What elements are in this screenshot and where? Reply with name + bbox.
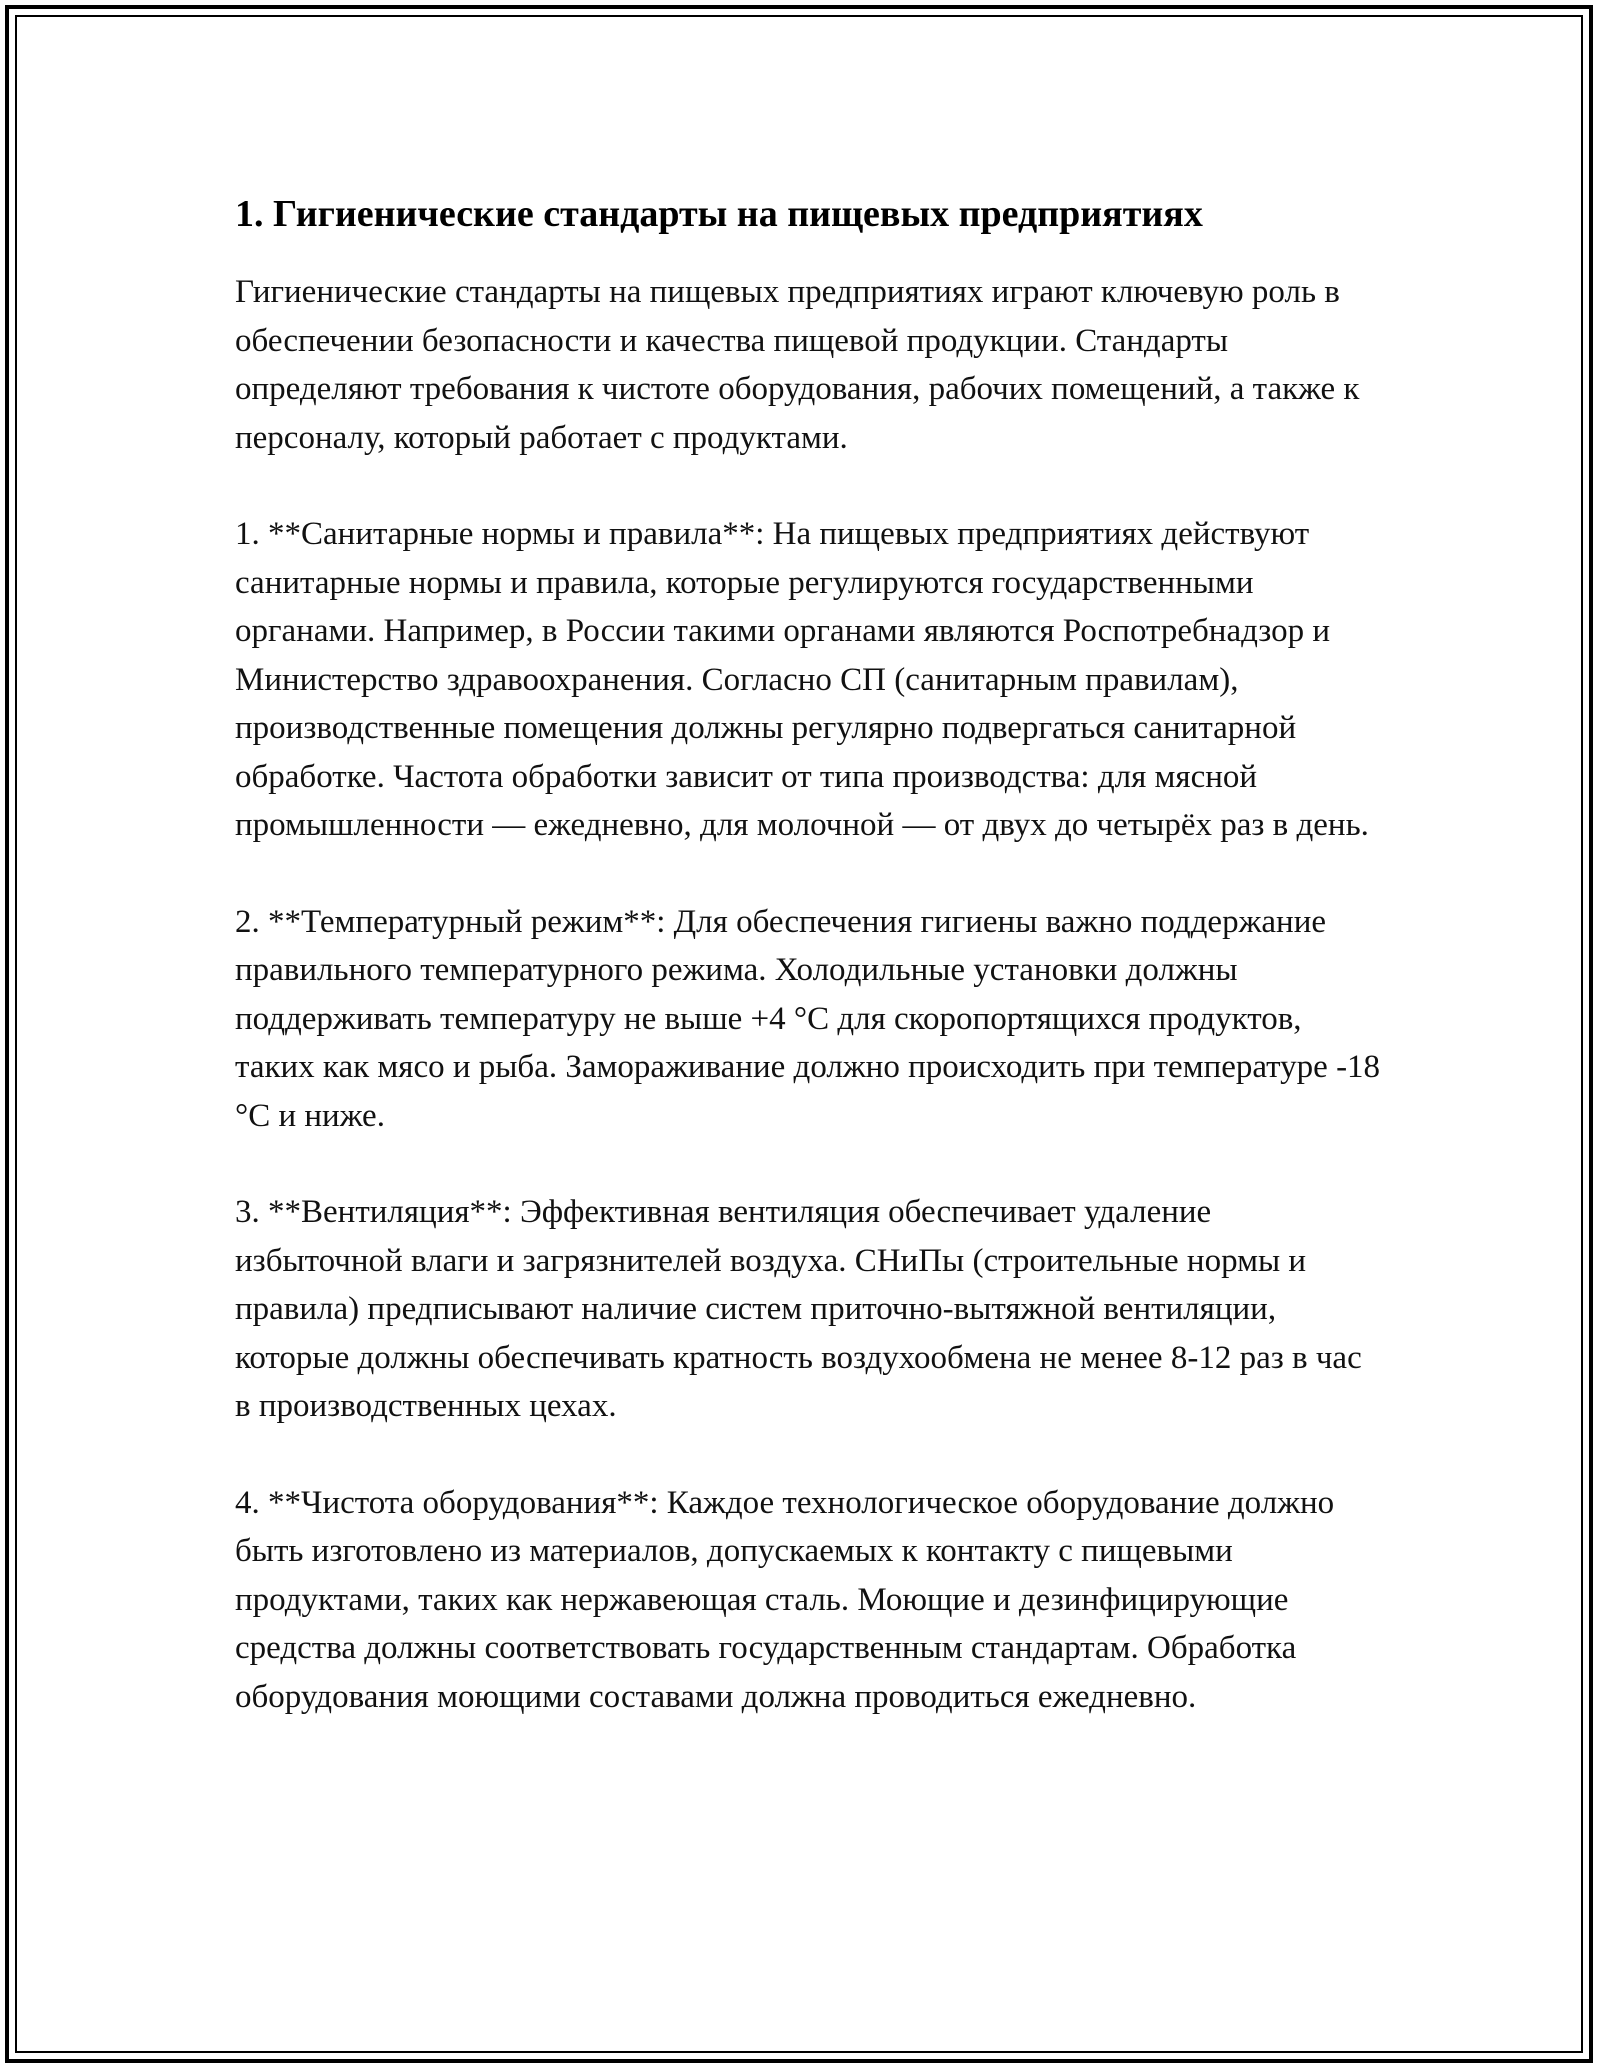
paragraph-equipment: 4. **Чистота оборудования**: Каждое технологическое оборудование должно быть изготовлено из материалов, допускаемых к контакту с пищевыми продуктами, таких как нержавеющая сталь. Моющие и дезинфицирующие средства должны соответствовать государственным стандартам. Обработка оборудования моющими составами должна проводиться ежедневно. [235, 1484, 1335, 1715]
section-heading: 1. Гигиенические стандарты на пищевых предприятиях [235, 193, 1203, 235]
paragraph-ventilation: 3. **Вентиляция**: Эффективная вентиляция обеспечивает удаление избыточной влаги и загрязнителей воздуха. СНиПы (строительные нормы и правила) предписывают наличие систем приточно-вытяжной вентиляции, которые должны обеспечивать кратность воздухообмена не менее 8-12 раз в час в производственных цехах. [235, 1194, 1362, 1424]
paragraph-temperature: 2. **Температурный режим**: Для обеспечения гигиены важно поддержание правильного температурного режима. Холодильные установки должны поддерживать температуру не выше +4 °C для скоропортящихся продуктов, таких как мясо и рыба. Замораживание должно происходить при температуре -18 °C и ниже. [235, 903, 1381, 1134]
intro-paragraph: Гигиенические стандарты на пищевых предприятиях играют ключевую роль в обеспечении безопасности и качества пищевой продукции. Стандарты определяют требования к чистоте оборудования, рабочих помещений, а также к персоналу, который работает с продуктами. [235, 274, 1360, 456]
document-body [235, 190, 1385, 1769]
paragraph-sanitary-norms: 1. **Санитарные нормы и правила**: На пищевых предприятиях действуют санитарные нормы и правила, которые регулируются государственными органами. Например, в России такими органами являются Роспотребнадзор и Министерство здравоохранения. Согласно СП (санитарным правилам), производственные помещения должны регулярно подвергаться санитарной обработке. Частота обработки зависит от типа производства: для мясной промышленности — ежедневно, для молочной — от двух до четырёх раз в день. [235, 516, 1369, 843]
